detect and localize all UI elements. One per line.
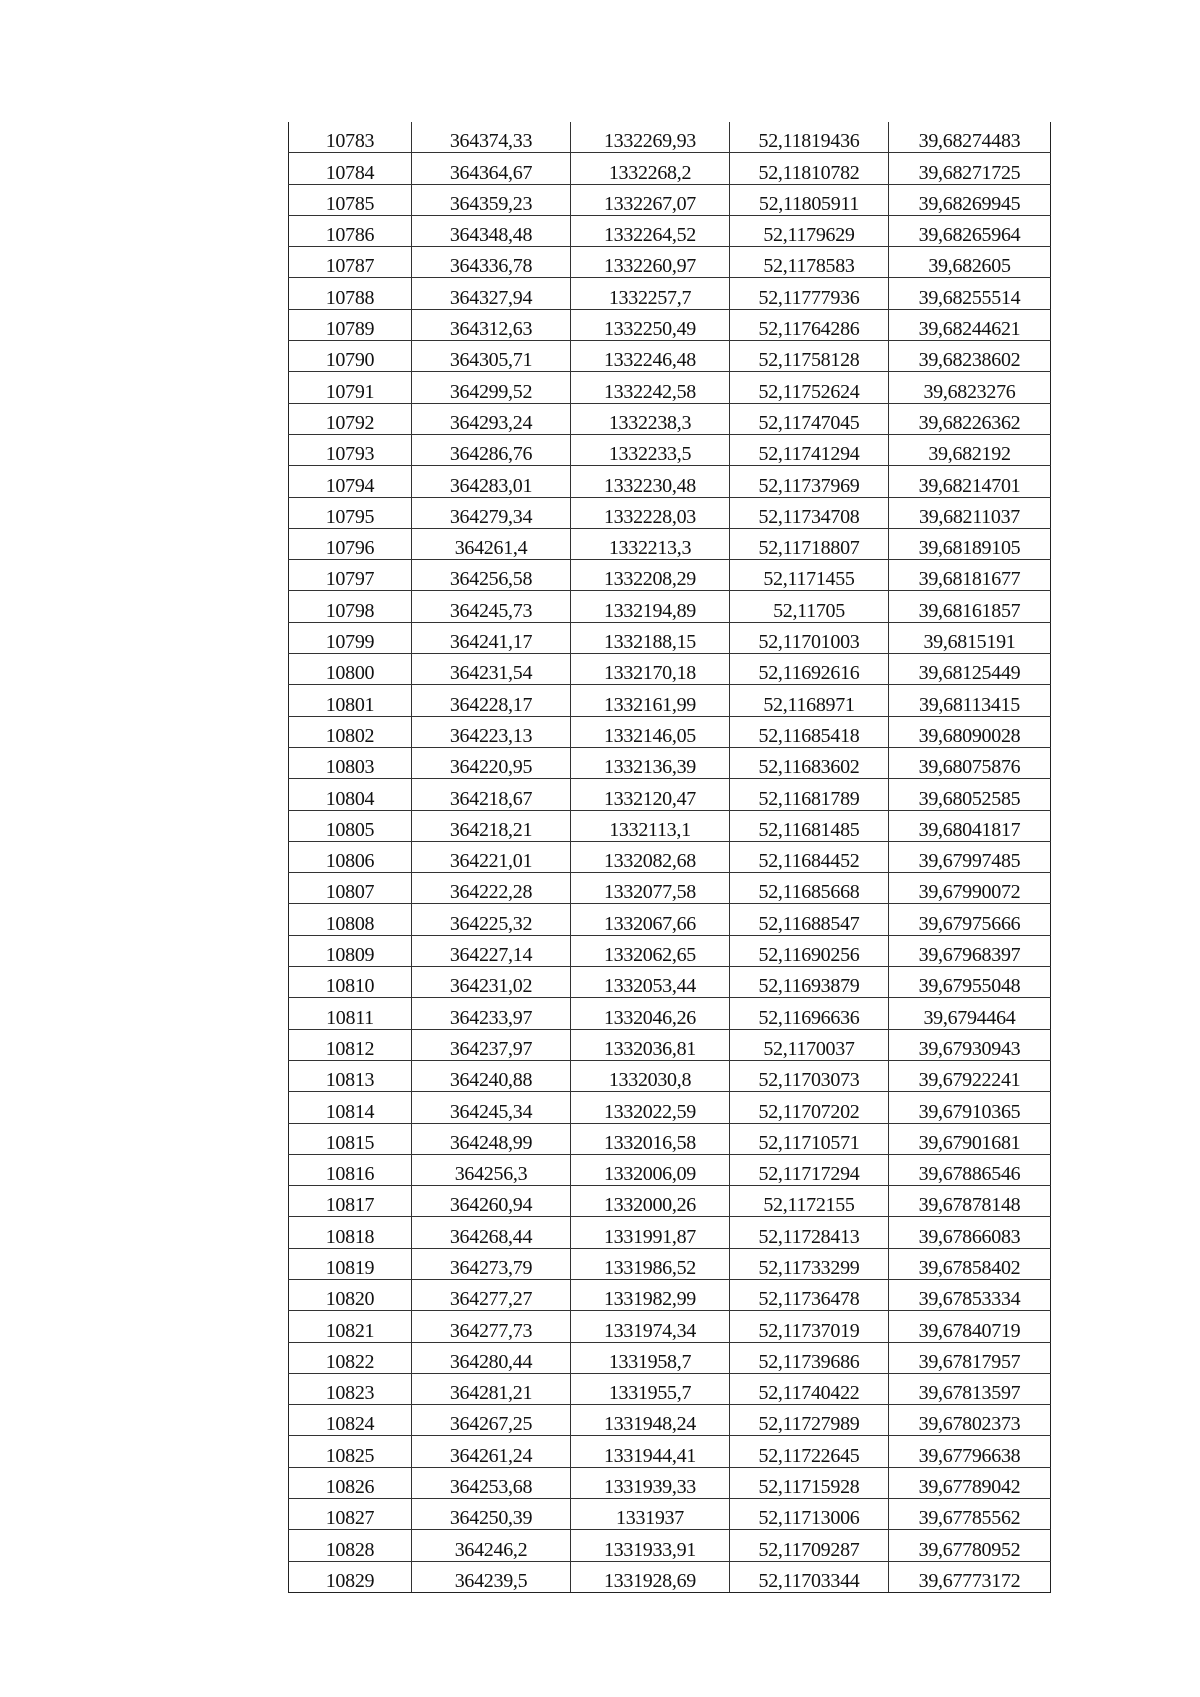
- table-row: [289, 747, 1051, 778]
- y-coordinate-cell: 1331986,52: [571, 1248, 730, 1279]
- x-coordinate-cell: 364225,32: [412, 904, 571, 935]
- point-number-cell: 10811: [289, 998, 412, 1029]
- table-row: [289, 779, 1051, 810]
- longitude-cell: 39,68041817: [889, 810, 1051, 841]
- point-number-cell: 10815: [289, 1123, 412, 1154]
- y-coordinate-cell: 1331937: [571, 1499, 730, 1530]
- table-row: [289, 1499, 1051, 1530]
- table-row: [289, 341, 1051, 372]
- point-number-cell: 10788: [289, 278, 412, 309]
- table-row: [289, 1248, 1051, 1279]
- longitude-cell: 39,67840719: [889, 1311, 1051, 1342]
- point-number-cell: 10800: [289, 654, 412, 685]
- point-number-cell: 10799: [289, 622, 412, 653]
- latitude-cell: 52,1171455: [730, 560, 889, 591]
- table-row: [289, 1092, 1051, 1123]
- point-number-cell: 10803: [289, 747, 412, 778]
- latitude-cell: 52,11685418: [730, 716, 889, 747]
- point-number-cell: 10827: [289, 1499, 412, 1530]
- latitude-cell: 52,11717294: [730, 1154, 889, 1185]
- longitude-cell: 39,68090028: [889, 716, 1051, 747]
- y-coordinate-cell: 1332242,58: [571, 372, 730, 403]
- table-row: [289, 434, 1051, 465]
- table-row: [289, 403, 1051, 434]
- latitude-cell: 52,1172155: [730, 1186, 889, 1217]
- latitude-cell: 52,11705: [730, 591, 889, 622]
- y-coordinate-cell: 1331991,87: [571, 1217, 730, 1248]
- longitude-cell: 39,68181677: [889, 560, 1051, 591]
- table-row: [289, 716, 1051, 747]
- longitude-cell: 39,6823276: [889, 372, 1051, 403]
- longitude-cell: 39,68189105: [889, 528, 1051, 559]
- y-coordinate-cell: 1332077,58: [571, 873, 730, 904]
- latitude-cell: 52,11709287: [730, 1530, 889, 1561]
- point-number-cell: 10808: [289, 904, 412, 935]
- table-row: [289, 1405, 1051, 1436]
- y-coordinate-cell: 1331958,7: [571, 1342, 730, 1373]
- y-coordinate-cell: 1332036,81: [571, 1029, 730, 1060]
- latitude-cell: 52,1178583: [730, 247, 889, 278]
- y-coordinate-cell: 1332067,66: [571, 904, 730, 935]
- table-row: [289, 497, 1051, 528]
- table-row: [289, 935, 1051, 966]
- point-number-cell: 10817: [289, 1186, 412, 1217]
- longitude-cell: 39,67773172: [889, 1561, 1051, 1592]
- latitude-cell: 52,11722645: [730, 1436, 889, 1467]
- table-row: [289, 560, 1051, 591]
- point-number-cell: 10825: [289, 1436, 412, 1467]
- table-row: [289, 184, 1051, 215]
- x-coordinate-cell: 364253,68: [412, 1467, 571, 1498]
- longitude-cell: 39,68161857: [889, 591, 1051, 622]
- table-row: [289, 622, 1051, 653]
- coordinates-table: [288, 122, 1051, 1593]
- point-number-cell: 10801: [289, 685, 412, 716]
- longitude-cell: 39,67886546: [889, 1154, 1051, 1185]
- table-row: [289, 278, 1051, 309]
- y-coordinate-cell: 1332230,48: [571, 466, 730, 497]
- point-number-cell: 10819: [289, 1248, 412, 1279]
- longitude-cell: 39,67802373: [889, 1405, 1051, 1436]
- point-number-cell: 10816: [289, 1154, 412, 1185]
- latitude-cell: 52,11752624: [730, 372, 889, 403]
- latitude-cell: 52,11734708: [730, 497, 889, 528]
- x-coordinate-cell: 364260,94: [412, 1186, 571, 1217]
- x-coordinate-cell: 364261,24: [412, 1436, 571, 1467]
- latitude-cell: 52,11758128: [730, 341, 889, 372]
- x-coordinate-cell: 364336,78: [412, 247, 571, 278]
- x-coordinate-cell: 364256,58: [412, 560, 571, 591]
- table-row: [289, 309, 1051, 340]
- longitude-cell: 39,67785562: [889, 1499, 1051, 1530]
- point-number-cell: 10807: [289, 873, 412, 904]
- x-coordinate-cell: 364268,44: [412, 1217, 571, 1248]
- longitude-cell: 39,68255514: [889, 278, 1051, 309]
- longitude-cell: 39,67975666: [889, 904, 1051, 935]
- y-coordinate-cell: 1332188,15: [571, 622, 730, 653]
- x-coordinate-cell: 364293,24: [412, 403, 571, 434]
- x-coordinate-cell: 364327,94: [412, 278, 571, 309]
- latitude-cell: 52,11692616: [730, 654, 889, 685]
- latitude-cell: 52,11740422: [730, 1373, 889, 1404]
- point-number-cell: 10820: [289, 1279, 412, 1310]
- point-number-cell: 10805: [289, 810, 412, 841]
- point-number-cell: 10785: [289, 184, 412, 215]
- x-coordinate-cell: 364218,67: [412, 779, 571, 810]
- latitude-cell: 52,11710571: [730, 1123, 889, 1154]
- y-coordinate-cell: 1332016,58: [571, 1123, 730, 1154]
- point-number-cell: 10792: [289, 403, 412, 434]
- x-coordinate-cell: 364277,27: [412, 1279, 571, 1310]
- point-number-cell: 10809: [289, 935, 412, 966]
- table-row: [289, 1530, 1051, 1561]
- point-number-cell: 10824: [289, 1405, 412, 1436]
- table-row: [289, 1029, 1051, 1060]
- x-coordinate-cell: 364281,21: [412, 1373, 571, 1404]
- x-coordinate-cell: 364286,76: [412, 434, 571, 465]
- latitude-cell: 52,1170037: [730, 1029, 889, 1060]
- longitude-cell: 39,67910365: [889, 1092, 1051, 1123]
- longitude-cell: 39,67901681: [889, 1123, 1051, 1154]
- latitude-cell: 52,11703073: [730, 1060, 889, 1091]
- y-coordinate-cell: 1332170,18: [571, 654, 730, 685]
- longitude-cell: 39,68274483: [889, 122, 1051, 153]
- point-number-cell: 10795: [289, 497, 412, 528]
- y-coordinate-cell: 1332250,49: [571, 309, 730, 340]
- x-coordinate-cell: 364267,25: [412, 1405, 571, 1436]
- longitude-cell: 39,67858402: [889, 1248, 1051, 1279]
- x-coordinate-cell: 364279,34: [412, 497, 571, 528]
- table-row: [289, 1279, 1051, 1310]
- table-row: [289, 1217, 1051, 1248]
- table-row: [289, 466, 1051, 497]
- y-coordinate-cell: 1331955,7: [571, 1373, 730, 1404]
- longitude-cell: 39,682192: [889, 434, 1051, 465]
- point-number-cell: 10828: [289, 1530, 412, 1561]
- x-coordinate-cell: 364220,95: [412, 747, 571, 778]
- y-coordinate-cell: 1332208,29: [571, 560, 730, 591]
- latitude-cell: 52,1168971: [730, 685, 889, 716]
- y-coordinate-cell: 1332030,8: [571, 1060, 730, 1091]
- latitude-cell: 52,11701003: [730, 622, 889, 653]
- x-coordinate-cell: 364261,4: [412, 528, 571, 559]
- y-coordinate-cell: 1332046,26: [571, 998, 730, 1029]
- y-coordinate-cell: 1331974,34: [571, 1311, 730, 1342]
- y-coordinate-cell: 1332269,93: [571, 122, 730, 153]
- latitude-cell: 52,11733299: [730, 1248, 889, 1279]
- y-coordinate-cell: 1332022,59: [571, 1092, 730, 1123]
- x-coordinate-cell: 364305,71: [412, 341, 571, 372]
- longitude-cell: 39,67813597: [889, 1373, 1051, 1404]
- latitude-cell: 52,11764286: [730, 309, 889, 340]
- x-coordinate-cell: 364241,17: [412, 622, 571, 653]
- latitude-cell: 52,11707202: [730, 1092, 889, 1123]
- table-row: [289, 904, 1051, 935]
- x-coordinate-cell: 364240,88: [412, 1060, 571, 1091]
- y-coordinate-cell: 1331982,99: [571, 1279, 730, 1310]
- table-row: [289, 1154, 1051, 1185]
- y-coordinate-cell: 1332228,03: [571, 497, 730, 528]
- longitude-cell: 39,67922241: [889, 1060, 1051, 1091]
- y-coordinate-cell: 1331939,33: [571, 1467, 730, 1498]
- latitude-cell: 52,11810782: [730, 153, 889, 184]
- y-coordinate-cell: 1332000,26: [571, 1186, 730, 1217]
- table-row: [289, 372, 1051, 403]
- y-coordinate-cell: 1331928,69: [571, 1561, 730, 1592]
- latitude-cell: 52,11737019: [730, 1311, 889, 1342]
- x-coordinate-cell: 364227,14: [412, 935, 571, 966]
- x-coordinate-cell: 364223,13: [412, 716, 571, 747]
- point-number-cell: 10786: [289, 215, 412, 246]
- x-coordinate-cell: 364250,39: [412, 1499, 571, 1530]
- point-number-cell: 10796: [289, 528, 412, 559]
- point-number-cell: 10790: [289, 341, 412, 372]
- y-coordinate-cell: 1332082,68: [571, 841, 730, 872]
- point-number-cell: 10818: [289, 1217, 412, 1248]
- point-number-cell: 10822: [289, 1342, 412, 1373]
- y-coordinate-cell: 1332268,2: [571, 153, 730, 184]
- y-coordinate-cell: 1332006,09: [571, 1154, 730, 1185]
- y-coordinate-cell: 1332260,97: [571, 247, 730, 278]
- x-coordinate-cell: 364221,01: [412, 841, 571, 872]
- point-number-cell: 10812: [289, 1029, 412, 1060]
- longitude-cell: 39,67968397: [889, 935, 1051, 966]
- x-coordinate-cell: 364256,3: [412, 1154, 571, 1185]
- point-number-cell: 10821: [289, 1311, 412, 1342]
- latitude-cell: 52,11696636: [730, 998, 889, 1029]
- x-coordinate-cell: 364273,79: [412, 1248, 571, 1279]
- latitude-cell: 52,11737969: [730, 466, 889, 497]
- table-row: [289, 153, 1051, 184]
- x-coordinate-cell: 364233,97: [412, 998, 571, 1029]
- y-coordinate-cell: 1332120,47: [571, 779, 730, 810]
- latitude-cell: 52,11681485: [730, 810, 889, 841]
- x-coordinate-cell: 364245,73: [412, 591, 571, 622]
- longitude-cell: 39,68214701: [889, 466, 1051, 497]
- longitude-cell: 39,67930943: [889, 1029, 1051, 1060]
- point-number-cell: 10797: [289, 560, 412, 591]
- table-row: [289, 810, 1051, 841]
- table-row: [289, 1186, 1051, 1217]
- table-row: [289, 122, 1051, 153]
- y-coordinate-cell: 1332238,3: [571, 403, 730, 434]
- table-row: [289, 1436, 1051, 1467]
- point-number-cell: 10814: [289, 1092, 412, 1123]
- x-coordinate-cell: 364228,17: [412, 685, 571, 716]
- x-coordinate-cell: 364218,21: [412, 810, 571, 841]
- y-coordinate-cell: 1332233,5: [571, 434, 730, 465]
- longitude-cell: 39,67789042: [889, 1467, 1051, 1498]
- table-row: [289, 841, 1051, 872]
- y-coordinate-cell: 1332161,99: [571, 685, 730, 716]
- coordinates-table-body: [289, 122, 1051, 1592]
- point-number-cell: 10810: [289, 967, 412, 998]
- y-coordinate-cell: 1332053,44: [571, 967, 730, 998]
- point-number-cell: 10794: [289, 466, 412, 497]
- table-row: [289, 654, 1051, 685]
- point-number-cell: 10791: [289, 372, 412, 403]
- latitude-cell: 52,11715928: [730, 1467, 889, 1498]
- x-coordinate-cell: 364364,67: [412, 153, 571, 184]
- table-row: [289, 1561, 1051, 1592]
- y-coordinate-cell: 1332113,1: [571, 810, 730, 841]
- latitude-cell: 52,11718807: [730, 528, 889, 559]
- latitude-cell: 52,11688547: [730, 904, 889, 935]
- latitude-cell: 52,11713006: [730, 1499, 889, 1530]
- latitude-cell: 52,11683602: [730, 747, 889, 778]
- table-row: [289, 1060, 1051, 1091]
- latitude-cell: 52,11819436: [730, 122, 889, 153]
- table-row: [289, 1373, 1051, 1404]
- y-coordinate-cell: 1332136,39: [571, 747, 730, 778]
- longitude-cell: 39,67955048: [889, 967, 1051, 998]
- table-row: [289, 967, 1051, 998]
- x-coordinate-cell: 364374,33: [412, 122, 571, 153]
- latitude-cell: 52,1179629: [730, 215, 889, 246]
- latitude-cell: 52,11684452: [730, 841, 889, 872]
- latitude-cell: 52,11728413: [730, 1217, 889, 1248]
- y-coordinate-cell: 1331948,24: [571, 1405, 730, 1436]
- x-coordinate-cell: 364312,63: [412, 309, 571, 340]
- y-coordinate-cell: 1332062,65: [571, 935, 730, 966]
- longitude-cell: 39,68052585: [889, 779, 1051, 810]
- latitude-cell: 52,11685668: [730, 873, 889, 904]
- table-row: [289, 1342, 1051, 1373]
- latitude-cell: 52,11739686: [730, 1342, 889, 1373]
- latitude-cell: 52,11777936: [730, 278, 889, 309]
- longitude-cell: 39,67997485: [889, 841, 1051, 872]
- y-coordinate-cell: 1331933,91: [571, 1530, 730, 1561]
- table-row: [289, 685, 1051, 716]
- longitude-cell: 39,68211037: [889, 497, 1051, 528]
- point-number-cell: 10806: [289, 841, 412, 872]
- x-coordinate-cell: 364283,01: [412, 466, 571, 497]
- longitude-cell: 39,67990072: [889, 873, 1051, 904]
- latitude-cell: 52,11747045: [730, 403, 889, 434]
- table-row: [289, 1123, 1051, 1154]
- y-coordinate-cell: 1332146,05: [571, 716, 730, 747]
- longitude-cell: 39,67780952: [889, 1530, 1051, 1561]
- latitude-cell: 52,11741294: [730, 434, 889, 465]
- point-number-cell: 10804: [289, 779, 412, 810]
- y-coordinate-cell: 1332257,7: [571, 278, 730, 309]
- longitude-cell: 39,68269945: [889, 184, 1051, 215]
- table-row: [289, 528, 1051, 559]
- longitude-cell: 39,68113415: [889, 685, 1051, 716]
- point-number-cell: 10798: [289, 591, 412, 622]
- latitude-cell: 52,11681789: [730, 779, 889, 810]
- x-coordinate-cell: 364231,02: [412, 967, 571, 998]
- latitude-cell: 52,11693879: [730, 967, 889, 998]
- x-coordinate-cell: 364248,99: [412, 1123, 571, 1154]
- point-number-cell: 10829: [289, 1561, 412, 1592]
- longitude-cell: 39,68244621: [889, 309, 1051, 340]
- latitude-cell: 52,11736478: [730, 1279, 889, 1310]
- point-number-cell: 10787: [289, 247, 412, 278]
- longitude-cell: 39,67817957: [889, 1342, 1051, 1373]
- table-row: [289, 1467, 1051, 1498]
- y-coordinate-cell: 1332267,07: [571, 184, 730, 215]
- x-coordinate-cell: 364299,52: [412, 372, 571, 403]
- table-row: [289, 1311, 1051, 1342]
- x-coordinate-cell: 364246,2: [412, 1530, 571, 1561]
- latitude-cell: 52,11690256: [730, 935, 889, 966]
- table-row: [289, 215, 1051, 246]
- point-number-cell: 10813: [289, 1060, 412, 1091]
- point-number-cell: 10783: [289, 122, 412, 153]
- longitude-cell: 39,67796638: [889, 1436, 1051, 1467]
- longitude-cell: 39,68125449: [889, 654, 1051, 685]
- longitude-cell: 39,68238602: [889, 341, 1051, 372]
- point-number-cell: 10823: [289, 1373, 412, 1404]
- y-coordinate-cell: 1332213,3: [571, 528, 730, 559]
- latitude-cell: 52,11805911: [730, 184, 889, 215]
- y-coordinate-cell: 1332194,89: [571, 591, 730, 622]
- x-coordinate-cell: 364231,54: [412, 654, 571, 685]
- longitude-cell: 39,67853334: [889, 1279, 1051, 1310]
- point-number-cell: 10826: [289, 1467, 412, 1498]
- x-coordinate-cell: 364348,48: [412, 215, 571, 246]
- longitude-cell: 39,68271725: [889, 153, 1051, 184]
- longitude-cell: 39,6815191: [889, 622, 1051, 653]
- longitude-cell: 39,67878148: [889, 1186, 1051, 1217]
- longitude-cell: 39,682605: [889, 247, 1051, 278]
- x-coordinate-cell: 364237,97: [412, 1029, 571, 1060]
- longitude-cell: 39,68265964: [889, 215, 1051, 246]
- table-row: [289, 873, 1051, 904]
- x-coordinate-cell: 364277,73: [412, 1311, 571, 1342]
- table-row: [289, 247, 1051, 278]
- x-coordinate-cell: 364359,23: [412, 184, 571, 215]
- longitude-cell: 39,68075876: [889, 747, 1051, 778]
- y-coordinate-cell: 1332264,52: [571, 215, 730, 246]
- table-row: [289, 998, 1051, 1029]
- point-number-cell: 10784: [289, 153, 412, 184]
- point-number-cell: 10802: [289, 716, 412, 747]
- point-number-cell: 10793: [289, 434, 412, 465]
- y-coordinate-cell: 1332246,48: [571, 341, 730, 372]
- y-coordinate-cell: 1331944,41: [571, 1436, 730, 1467]
- x-coordinate-cell: 364245,34: [412, 1092, 571, 1123]
- latitude-cell: 52,11727989: [730, 1405, 889, 1436]
- table-row: [289, 591, 1051, 622]
- latitude-cell: 52,11703344: [730, 1561, 889, 1592]
- x-coordinate-cell: 364222,28: [412, 873, 571, 904]
- longitude-cell: 39,6794464: [889, 998, 1051, 1029]
- longitude-cell: 39,68226362: [889, 403, 1051, 434]
- x-coordinate-cell: 364280,44: [412, 1342, 571, 1373]
- x-coordinate-cell: 364239,5: [412, 1561, 571, 1592]
- point-number-cell: 10789: [289, 309, 412, 340]
- longitude-cell: 39,67866083: [889, 1217, 1051, 1248]
